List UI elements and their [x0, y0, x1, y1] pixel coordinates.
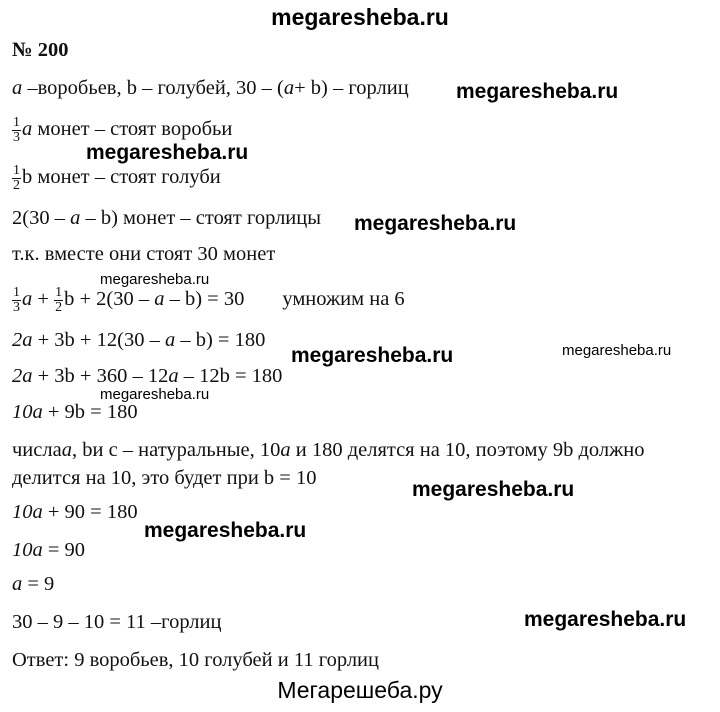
watermark: megaresheba.ru [100, 386, 210, 403]
text: b + 2(30 – [64, 288, 155, 311]
watermark: megaresheba.ru [524, 608, 687, 631]
var-a: а [164, 329, 176, 351]
numerator: 1 [13, 115, 20, 130]
problem-number: № 200 [12, 39, 69, 61]
var-a: а [154, 288, 165, 311]
fraction [12, 286, 21, 315]
term: 2а [12, 365, 33, 387]
watermark: megaresheba.ru [562, 342, 672, 359]
line-total: т.к. вместе они стоят 30 монет [12, 243, 276, 265]
numerator: 1 [13, 285, 20, 300]
denominator: 3 [13, 300, 20, 315]
var-a: а [280, 439, 291, 461]
numerator: 1 [55, 285, 63, 300]
line-equation-2 [12, 328, 265, 352]
denominator: 3 [13, 130, 20, 145]
fraction [54, 286, 63, 315]
line-equation-3 [12, 364, 282, 388]
line-equation-4 [12, 400, 138, 424]
var-a: а [12, 77, 23, 99]
line-variables [12, 76, 409, 100]
text: + 3b + 360 – 12 [32, 365, 169, 387]
term: 10а [12, 401, 43, 423]
text: 2(30 – [12, 207, 71, 229]
denominator: 2 [55, 300, 63, 315]
watermark: megaresheba.ru [144, 519, 307, 542]
text: + b) – горлиц [294, 77, 409, 99]
text: + [32, 288, 55, 311]
denominator: 2 [13, 178, 20, 193]
multiply-note: умножим на 6 [282, 288, 405, 311]
answer-line: Ответ: 9 воробьев, 10 голубей и 11 горлиц [12, 649, 379, 671]
line-pigeons [12, 164, 221, 193]
footer-watermark: Мегарешеба.ру [277, 677, 443, 703]
text: + 90 = 180 [42, 501, 138, 523]
text: = 9 [22, 573, 55, 595]
line-equation-6 [12, 538, 85, 562]
text: – b) = 30 [164, 288, 245, 311]
watermark: megaresheba.ru [412, 478, 575, 501]
text: – b) = 180 [175, 329, 266, 351]
line-reasoning-2: делится на 10, это будет при b = 10 [12, 467, 317, 489]
text: , bи c – натуральные, 10 [71, 439, 281, 461]
text: и 180 делятся на 10, поэтому 9b должно [290, 439, 645, 461]
text: монет – стоят воробьи [32, 118, 233, 141]
var-a: а [283, 77, 295, 99]
text: b монет – стоят голуби [22, 166, 221, 189]
line-turtledoves [12, 206, 321, 230]
term: 2а [12, 329, 33, 351]
line-equation-5 [12, 500, 138, 524]
line-equation-7 [12, 572, 54, 596]
watermark: megaresheba.ru [291, 344, 454, 367]
text: – b) монет – стоят горлицы [80, 207, 322, 229]
text: –воробьев, b – голубей, 30 – ( [22, 77, 284, 99]
var-a: а [12, 573, 23, 595]
term: 10а [12, 501, 43, 523]
header-watermark: megaresheba.ru [271, 4, 449, 30]
numerator: 1 [13, 163, 20, 178]
line-equation [12, 286, 405, 315]
text: числа [12, 439, 62, 461]
watermark: megaresheba.ru [354, 212, 517, 235]
var-a: а [168, 365, 179, 387]
var-a: а [22, 288, 33, 311]
watermark: megaresheba.ru [86, 141, 249, 164]
text: = 90 [42, 539, 86, 561]
var-a: а [70, 207, 81, 229]
line-reasoning [12, 438, 645, 462]
var-a: а [61, 439, 72, 461]
watermark: megaresheba.ru [100, 271, 210, 288]
watermark: megaresheba.ru [456, 80, 619, 103]
fraction [12, 164, 21, 193]
text: + 9b = 180 [42, 401, 138, 423]
line-turtledoves-count: 30 – 9 – 10 = 11 –горлиц [12, 611, 222, 633]
text: + 3b + 12(30 – [32, 329, 165, 351]
fraction [12, 116, 21, 145]
text: – 12b = 180 [178, 365, 283, 387]
var-a: а [22, 118, 33, 141]
term: 10а [12, 539, 43, 561]
